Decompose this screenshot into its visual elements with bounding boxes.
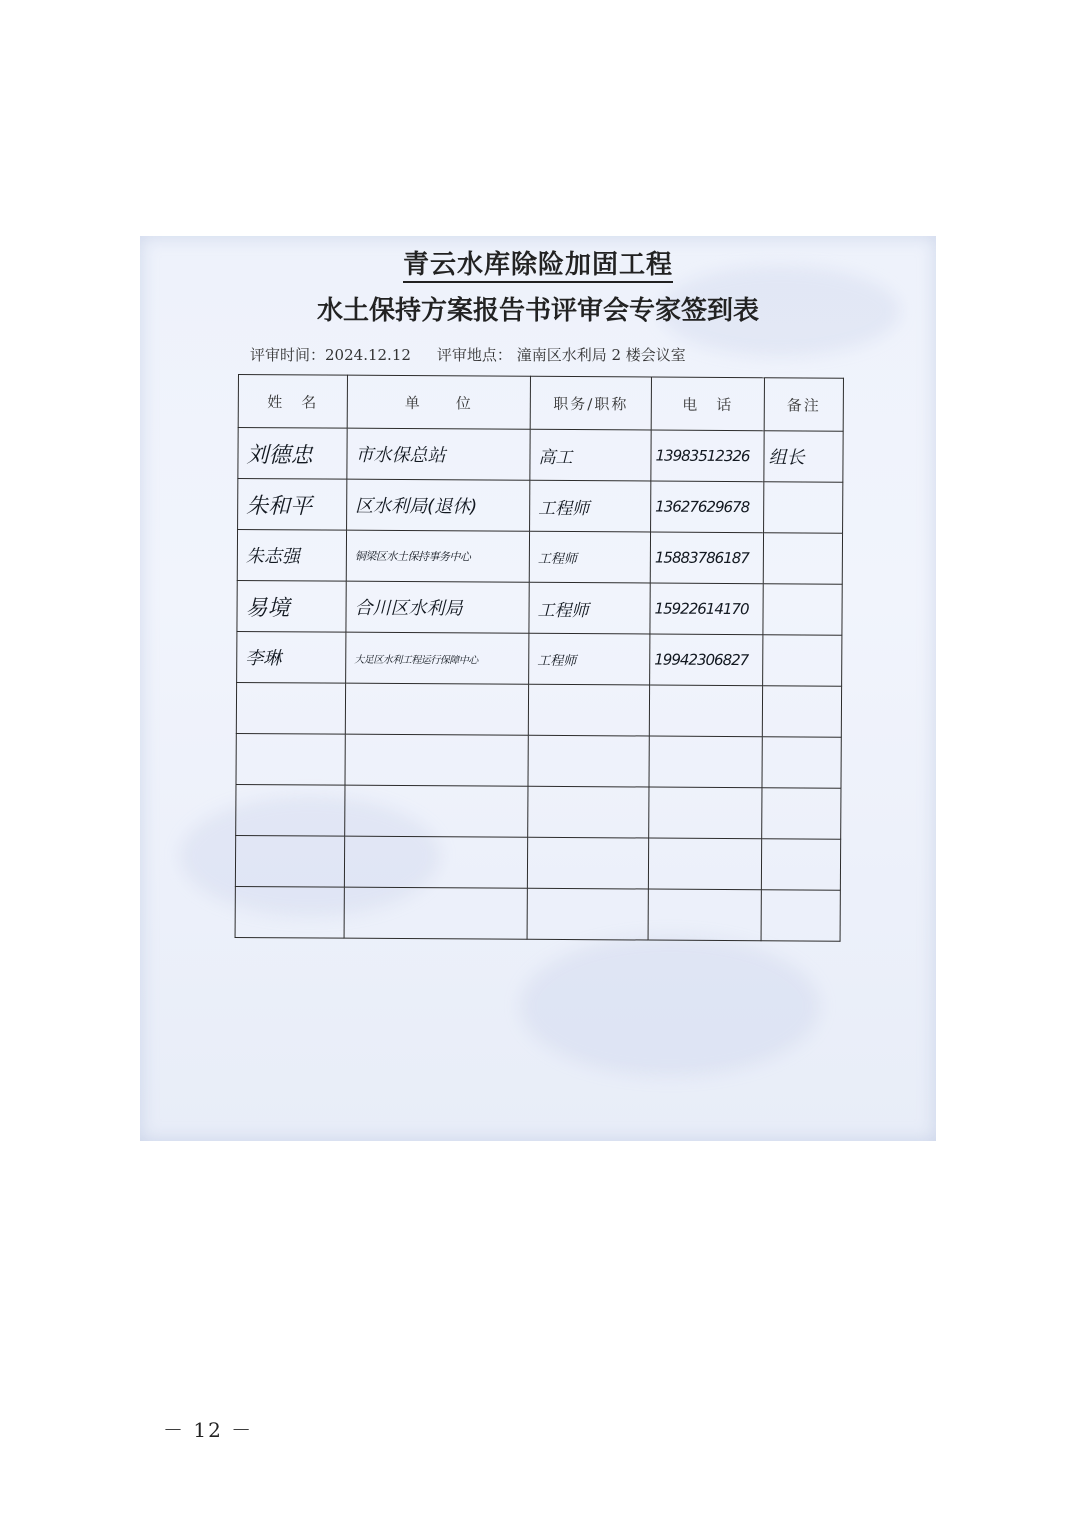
table-row [237,530,842,585]
document-title: 青云水库除险加固工程 [140,244,936,281]
handwritten-title: 工程师 [537,551,577,567]
cell-note [763,533,842,584]
cell-phone [649,685,762,737]
handwritten-title: 工程师 [537,600,589,621]
handwritten-name [236,912,344,913]
cell-phone [649,787,762,839]
cell-title [528,684,649,736]
table-row [238,428,843,483]
cell-phone [651,481,764,533]
cell-title [527,888,648,940]
handwritten-unit [345,862,527,863]
handwritten-note: 组长 [768,447,805,469]
handwritten-title [528,812,648,813]
document-subtitle: 水土保持方案报告书评审会专家签到表 [316,296,759,326]
cell-unit [345,734,528,786]
cell-phone [650,583,763,635]
table-row [236,733,841,788]
handwritten-unit: 市水保总站 [355,444,446,467]
table-header-row [238,375,843,432]
table-row [236,682,841,737]
handwritten-phone [649,813,761,814]
column-header-unit: 单 位 [347,375,530,429]
column-header-title: 职务/职称 [530,376,651,430]
handwritten-phone: 15922614170 [654,599,749,619]
handwritten-phone: 13627629678 [655,497,750,517]
cell-unit [347,479,530,531]
cell-note [764,431,843,482]
review-place: 潼南区水利局 2 楼会议室 [516,346,686,364]
review-meta [250,344,686,365]
cell-title [528,735,649,787]
cell-name [238,479,347,531]
cell-note [764,482,843,533]
cell-title [530,480,651,532]
table-row [238,479,843,534]
handwritten-phone [650,762,762,763]
handwritten-phone [650,711,762,712]
handwritten-name: 李琳 [245,648,282,670]
review-time-label: 评审时间： [250,346,326,364]
cell-unit [346,581,529,633]
column-header-name: 姓 名 [238,375,347,429]
handwritten-title [528,863,648,864]
handwritten-unit: 大足区水利工程运行保障中心 [354,654,478,666]
cell-phone [648,889,761,941]
cell-unit [347,428,530,480]
cell-title [529,633,650,685]
cell-name [236,733,345,785]
sign-in-table [235,374,844,942]
cell-name [237,580,346,632]
cell-note [761,890,840,941]
handwritten-unit [345,913,527,914]
cell-title [528,786,649,838]
review-time: 2024.12.12 [325,346,411,364]
handwritten-unit: 合川区水利局 [354,597,463,620]
handwritten-name: 朱志强 [245,546,300,568]
cell-title [527,837,648,889]
cell-phone [649,736,762,788]
handwritten-name: 朱和平 [246,493,313,519]
cell-unit [344,836,527,888]
table-row [236,784,841,839]
cell-unit [345,683,528,735]
handwritten-unit: 铜梁区水土保持事务中心 [354,549,471,564]
scanned-sign-in-sheet [140,236,936,1141]
cell-unit [346,632,529,684]
column-header-phone: 电 话 [651,377,764,431]
handwritten-phone [649,864,761,865]
handwritten-title [529,710,649,711]
cell-phone [648,838,761,890]
cell-unit [344,887,527,939]
handwritten-unit: 区水利局(退休) [355,495,478,518]
page-number: － 12 － [163,1418,254,1442]
handwritten-name [236,861,344,862]
cell-name [238,428,347,480]
cell-phone [650,532,763,584]
handwritten-phone: 15883786187 [654,548,749,568]
handwritten-title: 工程师 [537,653,577,669]
table-row [237,631,842,686]
table-row [235,886,840,941]
handwritten-unit [345,811,527,812]
column-header-note: 备注 [764,378,843,431]
cell-name [235,886,344,938]
cell-title [529,531,650,583]
cell-name [237,530,346,582]
table-row [237,580,842,635]
handwritten-title [529,761,649,762]
cell-unit [346,530,529,582]
cell-note [762,737,841,788]
cell-unit [345,785,528,837]
cell-note [763,635,842,686]
handwritten-unit [346,760,528,761]
handwritten-title: 工程师 [538,498,590,519]
handwritten-phone: 19942306827 [654,650,749,670]
table-row [235,835,840,890]
handwritten-unit [346,709,528,710]
cell-name [235,835,344,887]
handwritten-name [237,759,345,760]
cell-phone [651,430,764,482]
cell-name [236,784,345,836]
cell-note [762,788,841,839]
handwritten-name: 刘德忠 [246,442,313,468]
review-place-label: 评审地点： [436,346,512,364]
cell-name [236,682,345,734]
handwritten-phone: 13983512326 [655,446,750,466]
cell-note [762,686,841,737]
cell-note [763,584,842,635]
cell-note [761,839,840,890]
handwritten-name [236,810,344,811]
cell-title [530,429,651,481]
cell-phone [650,634,763,686]
handwritten-name: 易境 [245,595,290,621]
cell-name [237,631,346,683]
cell-title [529,582,650,634]
handwritten-phone [649,915,761,916]
handwritten-title [528,914,648,915]
handwritten-name [237,708,345,709]
handwritten-title: 高工 [538,447,573,468]
